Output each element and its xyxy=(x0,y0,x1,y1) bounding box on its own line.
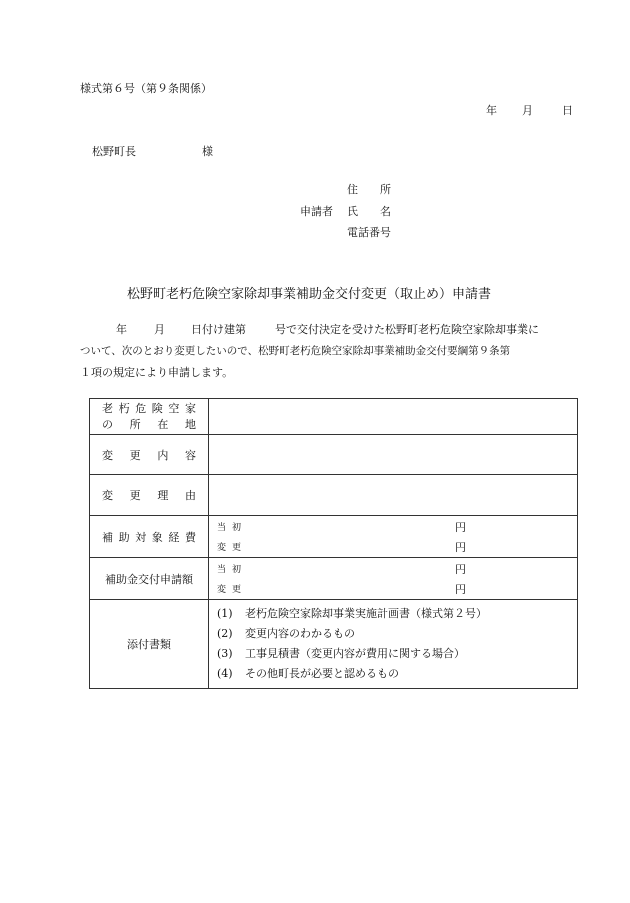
body-line-1 xyxy=(80,321,539,337)
grant-amount-label: 補助金交付申請額 xyxy=(90,558,209,600)
change-reason-field[interactable] xyxy=(209,475,578,516)
subsidy-cost-initial: 当初 円 xyxy=(217,520,466,534)
attachment-item: (3) 工事見積書（変更内容が費用に関する場合） xyxy=(217,647,465,660)
grant-amount-initial: 当初 円 xyxy=(217,562,466,576)
body-line-2: ついて、次のとおり変更したいので、松野町老朽危険空家除却事業補助金交付要綱第９条第 xyxy=(80,345,511,357)
change-reason-label: 変 更 理 由 xyxy=(90,475,209,516)
subsidy-cost-changed: 変更 円 xyxy=(217,540,466,554)
applicant-prefix: 申請者 xyxy=(300,205,333,218)
addressee-honorific: 様 xyxy=(202,145,213,158)
attachments-field xyxy=(209,600,578,689)
location-label xyxy=(90,399,209,435)
change-content-field[interactable] xyxy=(209,435,578,475)
body-date-text: 日付け建第 xyxy=(191,323,246,336)
grant-amount-field[interactable] xyxy=(209,558,578,600)
applicant-phone-label: 電話番号 xyxy=(347,226,391,239)
applicant-name-label: 氏 名 xyxy=(347,205,391,218)
addressee-name: 松野町長 xyxy=(92,145,136,158)
subsidy-cost-field[interactable] xyxy=(209,516,578,558)
date-month: 月 xyxy=(522,104,533,117)
attachments-label: 添付書類 xyxy=(90,600,209,689)
attachment-item: (2) 変更内容のわかるもの xyxy=(217,627,355,640)
body-number-text: 号で交付決定を受けた松野町老朽危険空家除却事業に xyxy=(275,323,539,336)
applicant-address-label: 住 所 xyxy=(347,183,391,196)
date-year: 年 xyxy=(486,104,497,117)
date-line xyxy=(486,102,573,118)
grant-amount-changed: 変更 円 xyxy=(217,582,466,596)
location-label-line1: 老 朽 危 険 空 家 xyxy=(102,401,196,415)
change-content-label: 変 更 内 容 xyxy=(90,435,209,475)
attachment-item: (4) その他町長が必要と認めるもの xyxy=(217,667,399,680)
date-day: 日 xyxy=(562,104,573,117)
location-field[interactable] xyxy=(209,399,578,435)
body-month: 月 xyxy=(154,323,165,336)
application-table xyxy=(89,398,578,689)
attachment-item: (1) 老朽危険空家除却事業実施計画書（様式第２号） xyxy=(217,607,487,620)
body-year: 年 xyxy=(116,323,127,336)
body-line-3: １項の規定により申請します。 xyxy=(80,366,234,379)
location-label-line2: の 所 在 地 xyxy=(102,417,196,431)
document-title: 松野町老朽危険空家除却事業補助金交付変更（取止め）申請書 xyxy=(127,287,492,302)
form-number: 様式第６号（第９条関係） xyxy=(80,82,212,95)
subsidy-cost-label: 補 助 対 象 経 費 xyxy=(90,516,209,558)
